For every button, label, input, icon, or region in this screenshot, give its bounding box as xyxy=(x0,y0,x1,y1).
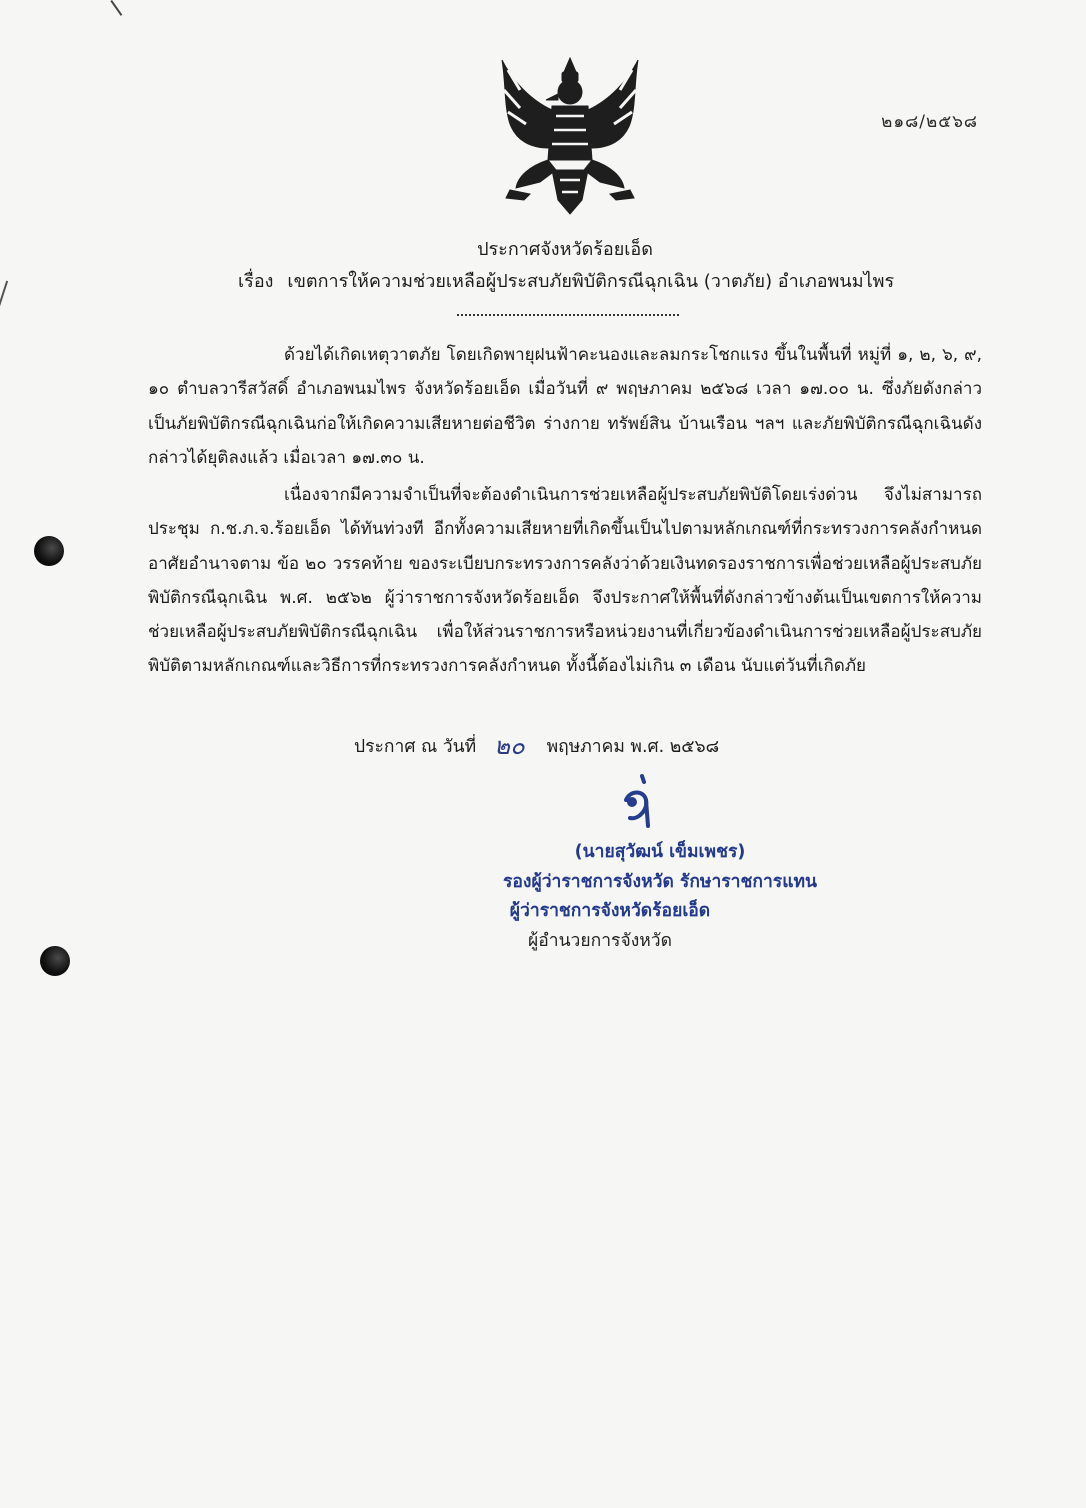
dotted-divider xyxy=(457,300,679,316)
announce-suffix: พฤษภาคม พ.ศ. ๒๕๖๘ xyxy=(546,737,720,757)
signer-position-governor: ผู้ว่าราชการจังหวัดร้อยเอ็ด xyxy=(509,901,711,921)
announce-day-handwritten: ๒๐ xyxy=(494,732,525,760)
document-number: ๒๑๘/๒๕๖๘ xyxy=(881,112,978,132)
punch-hole xyxy=(34,536,64,566)
paragraph-incident: ด้วยได้เกิดเหตุวาตภัย โดยเกิดพายุฝนฟ้าคะนองและลมกระโชกแรง ขึ้นในพื้นที่ หมู่ที่ ๑, ๒, ๖, ๙, ๑๐ ตำบลวารีสวัสดิ์ อำเภอพนมไพร จังหวัดร้อยเอ็ด เมื่อวันที่ ๙ พฤษภาคม ๒๕๖๘ เวลา ๑๗.๐๐ น. ซึ่งภัยดังกล่าวเป็นภัยพิบัติกรณีฉุกเฉินก่อให้เกิดความเสียหายต่อชีวิต ร่างกาย ทรัพย์สิน บ้านเรือน ฯลฯ และภัยพิบัติกรณีฉุกเฉินดังกล่าวได้ยุติลงแล้ว เมื่อเวลา ๑๗.๓๐ น. xyxy=(148,345,982,468)
handwritten-signature-icon xyxy=(608,770,678,830)
announce-prefix: ประกาศ ณ วันที่ xyxy=(354,737,477,757)
subject-label: เรื่อง xyxy=(238,271,274,292)
signer-position: รองผู้ว่าราชการจังหวัด รักษาราชการแทน xyxy=(503,871,817,892)
announce-date-line xyxy=(354,726,719,765)
scan-edge-mark xyxy=(0,281,8,320)
subject-text: เขตการให้ความช่วยเหลือผู้ประสบภัยพิบัติกรณีฉุกเฉิน (วาตภัย) อำเภอพนมไพร xyxy=(287,271,895,292)
signer-name: (นายสุวัฒน์ เข็มเพชร) xyxy=(574,842,746,862)
signer-position-director: ผู้อำนวยการจังหวัด xyxy=(528,930,672,951)
punch-hole xyxy=(40,946,70,976)
page-title: ประกาศจังหวัดร้อยเอ็ด xyxy=(477,239,653,260)
signature-block xyxy=(440,838,880,956)
garuda-emblem-icon xyxy=(490,50,650,218)
paragraph-declaration: เนื่องจากมีความจำเป็นที่จะต้องดำเนินการช่วยเหลือผู้ประสบภัยพิบัติโดยเร่งด่วน จึงไม่สามารถประชุม ก.ช.ภ.จ.ร้อยเอ็ด ได้ทันท่วงที อีกทั้งความเสียหายที่เกิดขึ้นเป็นไปตามหลักเกณฑ์ที่กระทรวงการคลังกำหนด อาศัยอำนาจตาม ข้อ ๒๐ วรรคท้าย ของระเบียบกระทรวงการคลังว่าด้วยเงินทดรองราชการเพื่อช่วยเหลือผู้ประสบภัยพิบัติกรณีฉุกเฉิน พ.ศ. ๒๕๖๒ ผู้ว่าราชการจังหวัดร้อยเอ็ด จึงประกาศให้พื้นที่ดังกล่าวข้างต้นเป็นเขตการให้ความช่วยเหลือผู้ประสบภัยพิบัติกรณีฉุกเฉิน เพื่อให้ส่วนราชการหรือหน่วยงานที่เกี่ยวข้องดำเนินการช่วยเหลือผู้ประสบภัยพิบัติตามหลักเกณฑ์และวิธีการที่กระทรวงการคลังกำหนด ทั้งนี้ต้องไม่เกิน ๓ เดือน นับแต่วันที่เกิดภัย xyxy=(148,485,982,677)
subject-line xyxy=(238,266,894,295)
scan-edge-mark xyxy=(110,0,122,16)
